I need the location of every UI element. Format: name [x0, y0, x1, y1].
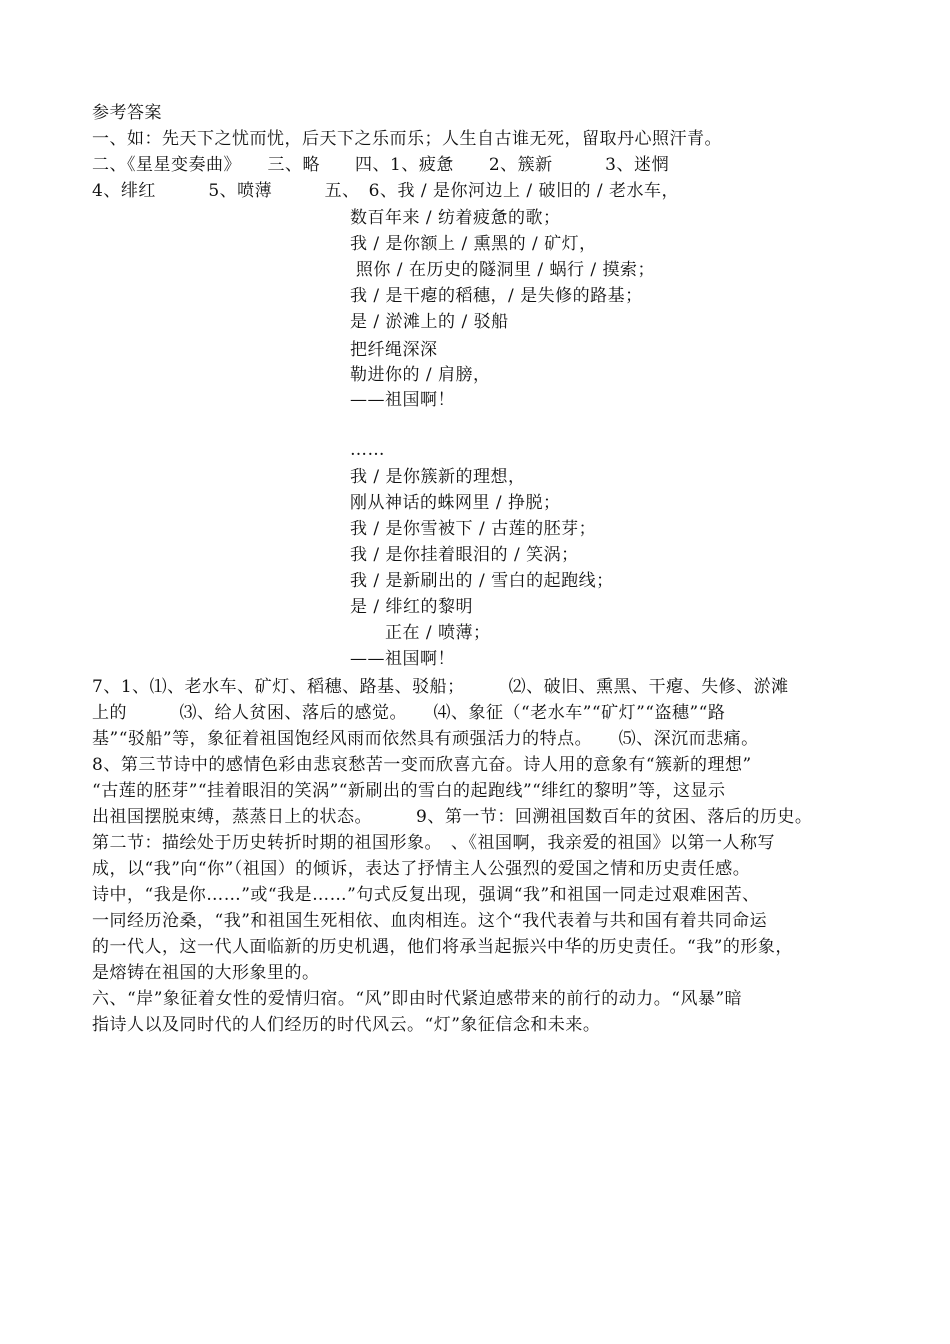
poem-line: 数百年来 / 纺着疲惫的歌； [350, 208, 561, 228]
q7-line: 基”“驳船”等，象征着祖国饱经风雨而依然具有顽强活力的特点。 ⑸、深沉而悲痛。 [92, 729, 759, 749]
q8-line: 成，以“我”向“你”（祖国）的倾诉，表达了抒情主人公强烈的爱国之情和历史责任感。 [92, 859, 751, 879]
poem-ellipsis: …… [350, 440, 385, 460]
poem-line: 勒进你的 / 肩膀， [350, 365, 491, 385]
q7-line: 7、1、⑴、老水车、矿灯、稻穗、路基、驳船； ⑵、破旧、熏黑、干瘪、失修、淤滩 [92, 677, 789, 697]
poem-line: 照你 / 在历史的隧洞里 / 蜗行 / 摸索； [350, 260, 656, 280]
answer-line-2: 二、《星星变奏曲》 三、略 四、1、疲惫 2、簇新 3、迷惘 [92, 155, 669, 175]
q8-line: 出祖国摆脱束缚，蒸蒸日上的状态。 9、第一节：回溯祖国数百年的贫困、落后的历史。 [92, 807, 813, 827]
poem-line: 我 / 是干瘪的稻穗，/ 是失修的路基； [350, 286, 643, 306]
q8-line: 是熔铸在祖国的大形象里的。 [92, 963, 320, 983]
poem-line: 是 / 淤滩上的 / 驳船 [350, 312, 509, 332]
q8-line: 的一代人，这一代人面临新的历史机遇，他们将承当起振兴中华的历史责任。“我”的形象， [92, 937, 793, 957]
poem-line: 我 / 是你挂着眼泪的 / 笑涡； [350, 545, 579, 565]
q8-line: “古莲的胚芽”“挂着眼泪的笑涡”“新刷出的雪白的起跑线”“绯红的黎明”等，这显示 [92, 781, 726, 801]
answer-line-3: 4、绯红 5、喷薄 五、 6、我 / 是你河边上 / 破旧的 / 老水车， [92, 181, 680, 201]
q8-line: 第二节：描绘处于历史转折时期的祖国形象。 、《祖国啊，我亲爱的祖国》以第一人称写 [92, 833, 775, 853]
poem-line: 我 / 是你额上 / 熏黑的 / 矿灯， [350, 234, 597, 254]
q8-line: 8、第三节诗中的感情色彩由悲哀愁苦一变而欣喜亢奋。诗人用的意象有“簇新的理想” [92, 755, 752, 775]
poem-line: 是 / 绯红的黎明 [350, 597, 474, 617]
q8-line: 一同经历沧桑，“我”和祖国生死相依、血肉相连。这个“我代表着与共和国有着共同命运 [92, 911, 768, 931]
answer-heading: 参考答案 [92, 103, 162, 123]
poem-line: 正在 / 喷薄； [350, 623, 491, 643]
poem-line: ——祖国啊！ [350, 390, 455, 410]
q6-line: 六、“岸”象征着女性的爱情归宿。“风”即由时代紧迫感带来的前行的动力。“风暴”暗 [92, 989, 743, 1009]
q7-line: 上的 ⑶、给人贫困、落后的感觉。 ⑷、象征（“老水车”“矿灯”“盗穗”“路 [92, 703, 726, 723]
poem-line: 我 / 是新刷出的 / 雪白的起跑线； [350, 571, 614, 591]
poem-line: 我 / 是你簇新的理想， [350, 467, 526, 487]
answer-line-1: 一、如：先天下之忧而忧，后天下之乐而乐；人生自古谁无死，留取丹心照汗青。 [92, 129, 722, 149]
q8-line: 诗中，“我是你……”或“我是……”句式反复出现，强调“我”和祖国一同走过艰难困苦、 [92, 885, 760, 905]
poem-line: 把纤绳深深 [350, 340, 438, 360]
poem-line: 刚从神话的蛛网里 / 挣脱； [350, 493, 561, 513]
poem-line: 我 / 是你雪被下 / 古莲的胚芽； [350, 519, 597, 539]
q6-line: 指诗人以及同时代的人们经历的时代风云。“灯”象征信念和未来。 [92, 1015, 601, 1035]
poem-line: ——祖国啊！ [350, 649, 455, 669]
